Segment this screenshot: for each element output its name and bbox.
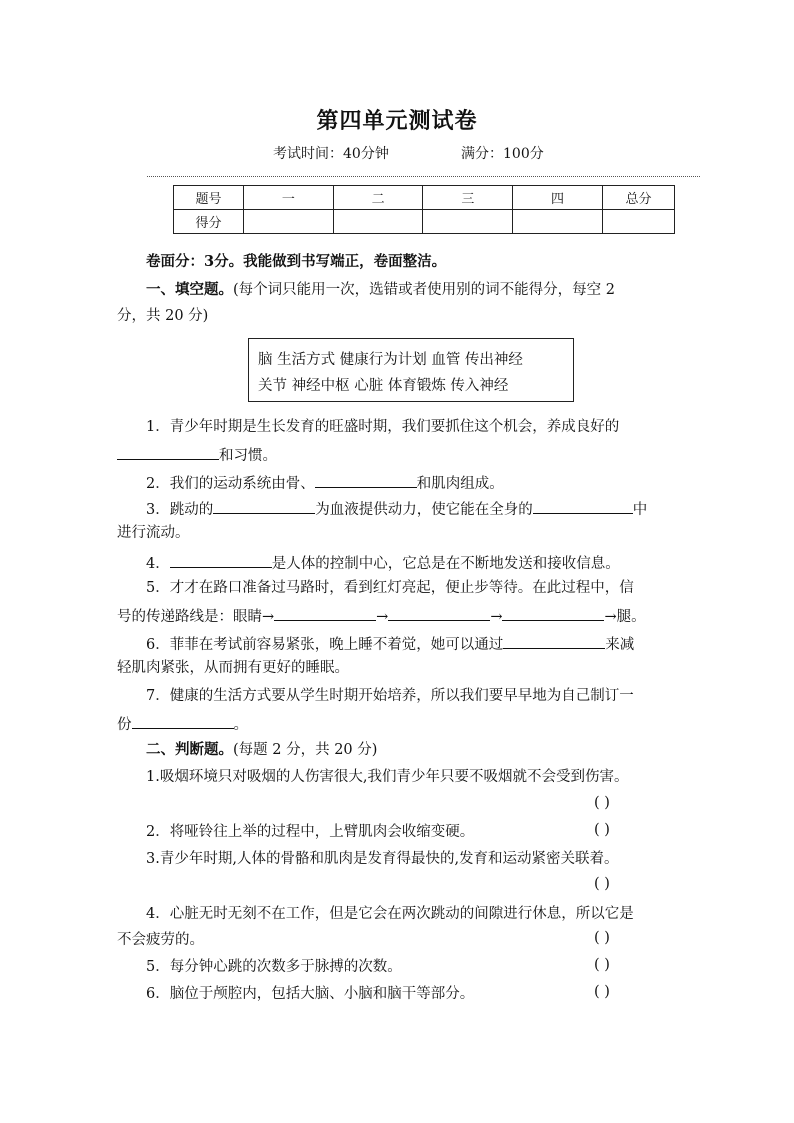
q3-text-end: 中 — [632, 502, 648, 518]
section2-heading: 二、判断题。 — [146, 741, 233, 758]
judge-q4-cont: 不会疲劳的。 — [117, 932, 204, 948]
answer-blank[interactable] — [503, 632, 605, 649]
q4-text: 4． — [146, 556, 170, 572]
judge-q2: 2．将哑铃往上举的过程中，上臂肌肉会收缩变硬。 — [146, 824, 475, 840]
q2-text: 2．我们的运动系统由骨、 — [146, 476, 315, 492]
answer-paren[interactable]: ( ) — [594, 876, 610, 892]
q1-text: 1．青少年时期是生长发育的旺盛时期，我们要抓住这个机会，养成良好的 — [146, 419, 620, 435]
section1-header — [146, 280, 615, 300]
score-cell[interactable] — [423, 210, 513, 234]
answer-blank[interactable] — [533, 497, 633, 514]
q7-text-cont: 份 — [117, 717, 132, 733]
judge-q5: 5．每分钟心跳的次数多于脉搏的次数。 — [146, 959, 402, 975]
answer-paren[interactable]: ( ) — [594, 822, 610, 838]
q1-cont — [117, 443, 277, 466]
word-bank-line: 关节 神经中枢 心脏 体育锻炼 传入神经 — [258, 378, 509, 394]
q3 — [146, 497, 647, 520]
divider — [147, 176, 700, 177]
q6 — [146, 632, 634, 655]
judge-q4: 4．心脏无时无刻不在工作，但是它会在两次跳动的间隙进行休息，所以它是 — [146, 906, 634, 922]
answer-paren[interactable]: ( ) — [594, 795, 610, 811]
exam-time: 考试时间：40分钟 — [273, 146, 389, 162]
score-table — [173, 185, 675, 234]
q3-cont: 进行流动。 — [117, 525, 190, 541]
q6-text-end: 来减 — [605, 637, 635, 653]
full-score: 满分：100分 — [461, 146, 544, 162]
arrow: → — [490, 609, 503, 625]
q7-cont — [117, 712, 248, 735]
q6-text: 6．菲菲在考试前容易紧张，晚上睡不着觉，她可以通过 — [146, 637, 504, 653]
page-title: 第四单元测试卷 — [316, 108, 478, 134]
answer-paren[interactable]: ( ) — [594, 957, 610, 973]
q4 — [146, 551, 620, 574]
q7-text-end: 。 — [233, 717, 248, 733]
judge-q1: 1.吸烟环境只对吸烟的人伤害很大,我们青少年只要不吸烟就不会受到伤害。 — [146, 769, 629, 785]
q3-text-mid: 为血液提供动力，使它能在全身的 — [315, 502, 533, 518]
answer-blank[interactable] — [388, 604, 490, 621]
score-cell[interactable] — [602, 210, 674, 234]
score-cell[interactable] — [244, 210, 334, 234]
answer-blank[interactable] — [315, 471, 417, 488]
header-cell: 总分 — [602, 186, 674, 210]
header-cell: 题号 — [174, 186, 244, 210]
header-cell: 三 — [423, 186, 513, 210]
header-cell: 四 — [513, 186, 603, 210]
arrow: → — [376, 609, 389, 625]
answer-blank[interactable] — [502, 604, 604, 621]
section2-header — [146, 740, 377, 760]
answer-blank[interactable] — [274, 604, 376, 621]
score-cell[interactable] — [333, 210, 423, 234]
q3-text: 3．跳动的 — [146, 502, 214, 518]
judge-q6: 6．脑位于颅腔内，包括大脑、小脑和脑干等部分。 — [146, 986, 475, 1002]
header-cell: 二 — [333, 186, 423, 210]
q7-text: 7．健康的生活方式要从学生时期开始培养，所以我们要早早地为自己制订一 — [146, 688, 634, 704]
answer-blank[interactable] — [170, 551, 272, 568]
score-row-label: 得分 — [174, 210, 244, 234]
q5-text-cont: 号的传递路线是：眼睛→ — [117, 609, 275, 625]
q4-text-end: 是人体的控制中心，它总是在不断地发送和接收信息。 — [271, 556, 620, 572]
word-bank — [248, 338, 574, 402]
judge-q3: 3.青少年时期,人体的骨骼和肌肉是发育得最快的,发育和运动紧密关联着。 — [146, 851, 619, 867]
answer-blank[interactable] — [213, 497, 315, 514]
section2-note: (每题 2 分，共 20 分) — [233, 742, 378, 758]
score-cell[interactable] — [513, 210, 603, 234]
word-bank-line: 脑 生活方式 健康行为计划 血管 传出神经 — [258, 352, 523, 368]
score-table-score-row — [174, 210, 675, 234]
answer-blank[interactable] — [132, 712, 234, 729]
q2 — [146, 471, 504, 494]
answer-paren[interactable]: ( ) — [594, 984, 610, 1000]
section1-note-cont: 分，共 20 分) — [117, 308, 209, 324]
section1-heading: 一、填空题。 — [146, 281, 233, 298]
answer-blank[interactable] — [117, 443, 219, 460]
q5-cont — [117, 604, 646, 627]
answer-paren[interactable]: ( ) — [594, 930, 610, 946]
q5-text: 5．才才在路口准备过马路时，看到红灯亮起，便止步等待。在此过程中，信 — [146, 580, 634, 596]
q5-text-end: →腿。 — [604, 609, 646, 625]
q6-cont: 轻肌肉紧张，从而拥有更好的睡眠。 — [117, 660, 349, 676]
q1-text-end: 和习惯。 — [219, 448, 277, 464]
section1-note: (每个词只能用一次，选错或者使用别的词不能得分，每空 2 — [233, 282, 615, 298]
q2-text-end: 和肌肉组成。 — [416, 476, 504, 492]
header-cell: 一 — [244, 186, 334, 210]
score-table-header-row — [174, 186, 675, 210]
neatness-note: 卷面分：3分。我能做到书写端正，卷面整洁。 — [146, 253, 447, 270]
